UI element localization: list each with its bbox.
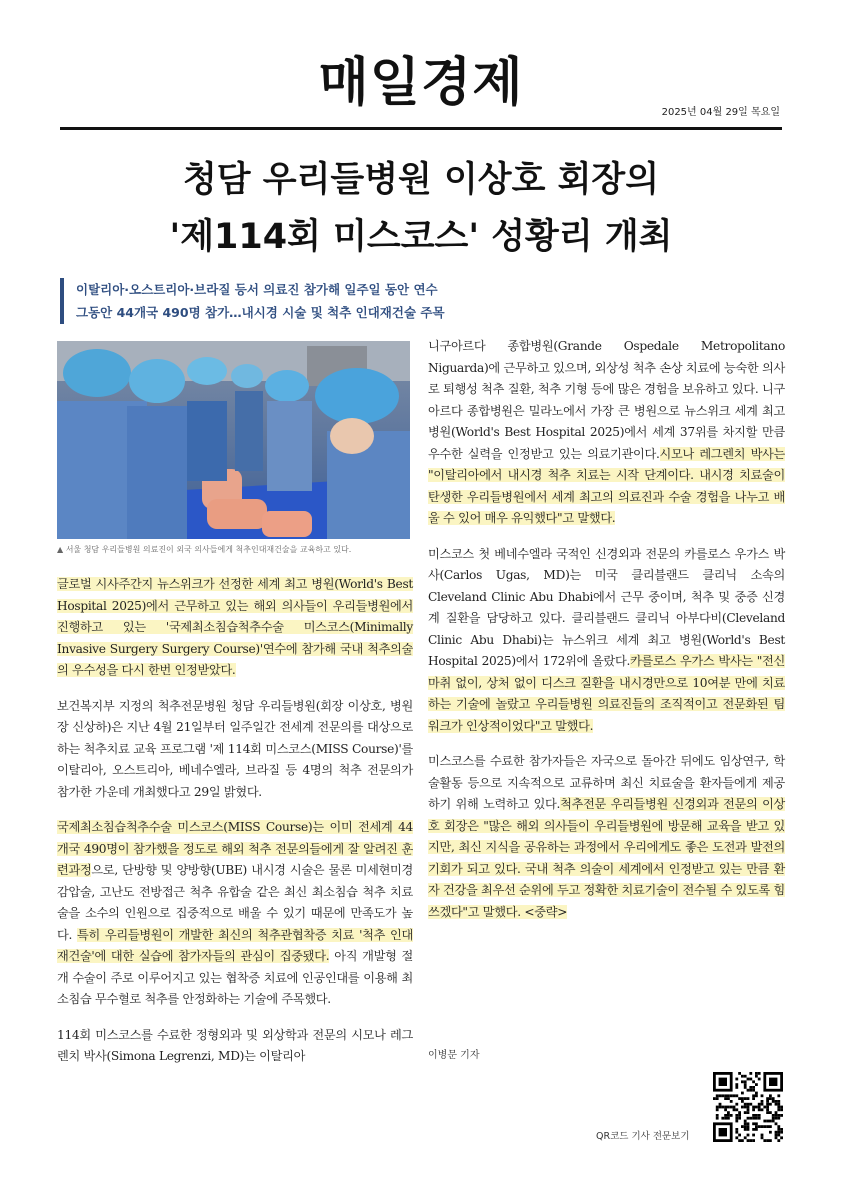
highlighted-text: 특히 우리들병원이 개발한 최신의 척추관협착증 치료 '척추 인대재건술'에 대한 실습에 참가자들의 관심이 집중됐다.: [57, 927, 413, 963]
article-paragraph: [428, 751, 785, 923]
article-paragraph: [428, 544, 785, 738]
subhead-2: 그동안 44개국 490명 참가…내시경 시술 및 척추 인대재건술 주목: [76, 305, 445, 320]
highlighted-text: 시모나 레그렌치 박사는 "이탈리아에서 내시경 척추 치료는 시작 단계이다. 내시경 치료술이 탄생한 우리들병원에서 세계 최고의 의료진과 수술 경험을 나누고 배울 수 있어 매우 유익했다"고 말했다.: [428, 446, 785, 525]
body-text: 미스코스를 수료한 참가자들은 자국으로 돌아간 뒤에도 임상연구, 학술활동 등으로 지속적으로 교류하며 최신 치료술을 환자들에게 제공하기 위해 노력하고 있다.: [428, 754, 785, 811]
article-paragraph: [428, 336, 785, 530]
article-left-column: [57, 574, 413, 1082]
publication-date: 2025년 04월 29일 목요일: [661, 107, 780, 118]
headline-line-1: 청담 우리들병원 이상호 회장의: [182, 160, 660, 200]
body-text: 니구아르다 종합병원(Grande Ospedale Metropolitano Niguarda)에 근무하고 있으며, 외상성 척추 손상 치료에 능숙한 의사로 퇴행성 척추 질환, 척추 기형 등에 많은 경험을 보유하고 있다. 니구아르다 종합병원은 밀라노에서 가장 큰 병원으로 뉴스위크 세계 최고 병원(World's Best Hospital 2025)에서 세계 37위를 차지할 만큼 우수한 실력을 인정받고 있는 의료기관이다.: [428, 339, 785, 461]
highlighted-text: 척추전문 우리들병원 신경외과 전문의 이상호 회장은 "많은 해외 의사들이 우리들병원에 방문해 교육을 받고 있지만, 최신 지식을 공유하는 과정에서 우리에게도 좋은 도전과 발전의 기회가 되고 있다. 국내 척추 의술이 세계에서 인정받고 있는 만큼 환자 건강을 최우선 순위에 두고 정확한 치료기술이 전수될 수 있도록 힘쓰겠다"고 말했다. <중략>: [428, 797, 786, 919]
newspaper-masthead: 매일경제: [318, 53, 524, 113]
reporter-byline: 이병문 기자: [428, 1050, 480, 1061]
article-right-column: [428, 336, 785, 937]
body-text: 미스코스 첫 베네수엘라 국적인 신경외과 전문의 카를로스 우가스 박사(Carlos Ugas, MD)는 미국 클리블랜드 클리닉 소속의 Cleveland Clinic Abu Dhabi에서 근무 중이며, 척추 및 중증 신경계 질환을 담당하고 있다. 클리블랜드 클리닉 아부다비(Cleveland Clinic Abu Dhabi)는 뉴스위크 세계 최고 병원(World's Best Hospital 2025)에서 172위에 올랐다.: [428, 546, 785, 668]
surgery-training-illustration: [57, 341, 410, 539]
photo-caption: ▲ 서울 청담 우리들병원 의료진이 외국 의사들에게 척추인대재건술을 교육하고 있다.: [57, 545, 352, 554]
headline-line-2: '제114회 미스코스' 성황리 개최: [169, 217, 673, 257]
body-text: 아직 개발형 절개 수술이 주로 이루어지고 있는 협착증 치료에 인공인대를 이용해 최소침습 무수혈로 척추를 안정화하는 기술에 주목했다.: [57, 949, 413, 1006]
body-text: 보건복지부 지정의 척추전문병원 청담 우리들병원(회장 이상호, 병원장 신상하)은 지난 4월 21일부터 일주일간 전세계 전문의를 대상으로 하는 척추치료 교육 프로그램 '제 114회 미스코스(MISS Course)'를 이탈리아, 오스트리아, 베네수엘라, 브라질 등 4명의 척추 전문의가 참가한 가운데 개최했다고 29일 밝혔다.: [57, 698, 413, 799]
article-paragraph: [57, 696, 413, 804]
article-paragraph: [57, 1025, 413, 1068]
masthead-divider: [60, 127, 782, 130]
body-text: 114회 미스코스를 수료한 정형외과 및 외상학과 전문의 시모나 레그렌치 박사(Simona Legrenzi, MD)는 이탈리아: [57, 1027, 413, 1063]
article-paragraph: [57, 817, 413, 1011]
subhead-1: 이탈리아·오스트리아·브라질 등서 의료진 참가해 일주일 동안 연수: [76, 282, 438, 297]
highlighted-text: 국제최소침습척추수술 미스코스(MISS Course)는 이미 전세계 44개국 490명이 참가했을 정도로 해외 척추 전문의들에게 잘 알려진 훈련과정: [57, 820, 413, 877]
highlighted-text: 글로벌 시사주간지 뉴스위크가 선정한 세계 최고 병원(World's Best Hospital 2025)에서 근무하고 있는 해외 의사들이 우리들병원에서 진행하고 있는 '국제최소침습척추수술 미스코스(Minimally Invasive Surgery Surgery Course)'연수에 참가해 국내 척추의술의 우수성을 다시 한번 인정받았다.: [57, 577, 413, 677]
article-paragraph: [57, 574, 413, 682]
article-headline: [60, 152, 782, 266]
highlighted-text: 카를로스 우가스 박사는 "전신마취 없이, 상처 없이 디스크 질환을 내시경만으로 10여분 만에 치료하는 기술에 놀랐고 우리들병원 의료진들의 조직적이고 전문화된 팀워크가 인상적이었다"고 말했다.: [428, 654, 785, 733]
article-photo-surgeons-training: [57, 341, 410, 539]
article-subheads: [60, 278, 516, 324]
qr-code[interactable]: [713, 1072, 783, 1142]
body-text: 으로, 단방향 및 양방향(UBE) 내시경 시술은 물론 미세현미경 감압술, 고난도 전방접근 척추 유합술 같은 최신 최소침습 척추 치료술을 소수의 인원으로 집중적으로 배울 수 있기 때문에 만족도가 높다.: [57, 863, 413, 942]
qr-label: QR코드 기사 전문보기: [596, 1131, 690, 1142]
